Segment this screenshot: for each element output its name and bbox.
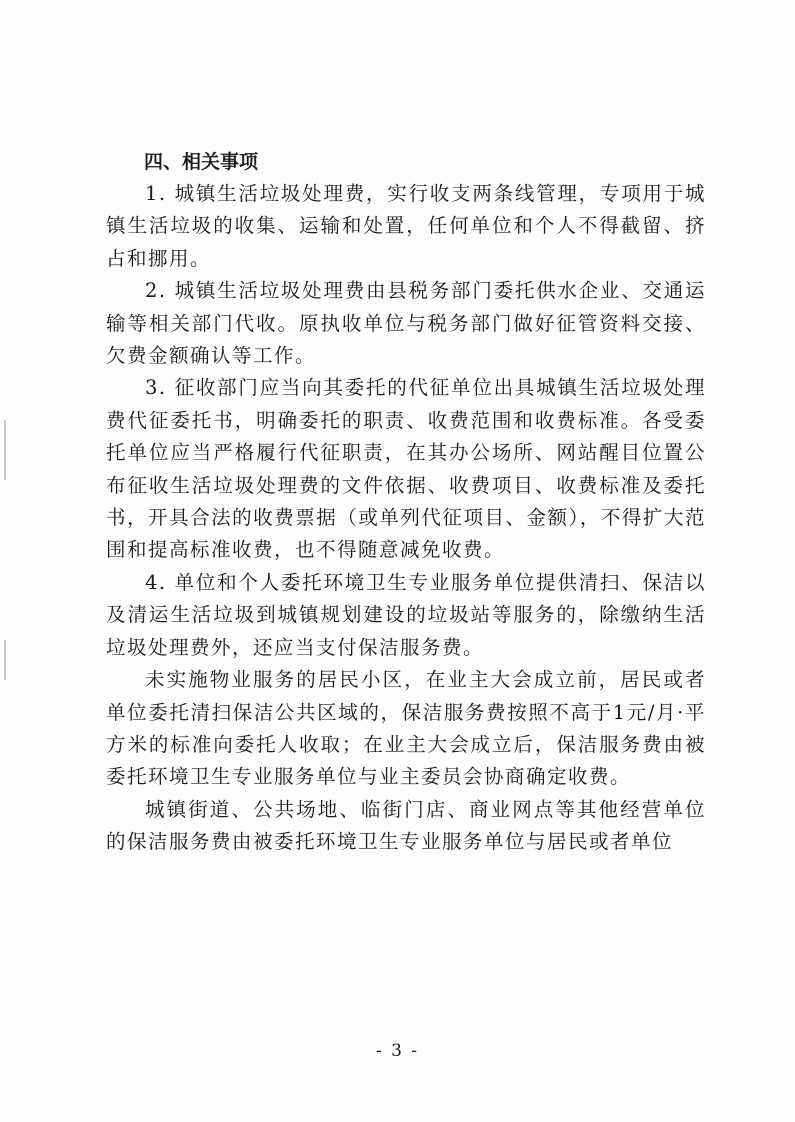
- paragraph-residential-cleaning: 未实施物业服务的居民小区，在业主大会成立前，居民或者单位委托清扫保洁公共区域的，保洁服务费按照不高于1元/月·平方米的标准向委托人收取；在业主大会成立后，保洁服务费由被委托环境卫生专业服务单位与业主委员会协商确定收费。: [106, 668, 706, 789]
- paragraph-commercial-cleaning: 城镇街道、公共场地、临街门店、商业网点等其他经营单位的保洁服务费由被委托环境卫生专业服务单位与居民或者单位: [106, 797, 706, 854]
- scan-edge-mark: [4, 420, 6, 480]
- page-number: - 3 -: [375, 1041, 420, 1061]
- paragraph-item-4: 4. 单位和个人委托环境卫生专业服务单位提供清扫、保洁以及清运生活垃圾到城镇规划建设的垃圾站等服务的，除缴纳生活垃圾处理费外，还应当支付保洁服务费。: [106, 570, 706, 659]
- scan-edge-mark: [4, 640, 6, 680]
- paragraph-item-2: 2. 城镇生活垃圾处理费由县税务部门委托供水企业、交通运输等相关部门代收。原执收单位与税务部门做好征管资料交接、欠费金额确认等工作。: [106, 279, 706, 368]
- paragraph-item-1: 1. 城镇生活垃圾处理费，实行收支两条线管理，专项用于城镇生活垃圾的收集、运输和处置，任何单位和个人不得截留、挤占和挪用。: [106, 182, 706, 270]
- document-body: [106, 146, 706, 859]
- paragraph-item-3: 3. 征收部门应当向其委托的代征单位出具城镇生活垃圾处理费代征委托书，明确委托的职责、收费范围和收费标准。各受委托单位应当严格履行代征职责，在其办公场所、网站醒目位置公布征收生活垃圾处理费的文件依据、收费项目、收费标准及委托书，开具合法的收费票据（或单列代征项目、金额），不得扩大范围和提高标准收费，也不得随意减免收费。: [106, 376, 706, 562]
- section-heading: 四、相关事项: [144, 151, 259, 173]
